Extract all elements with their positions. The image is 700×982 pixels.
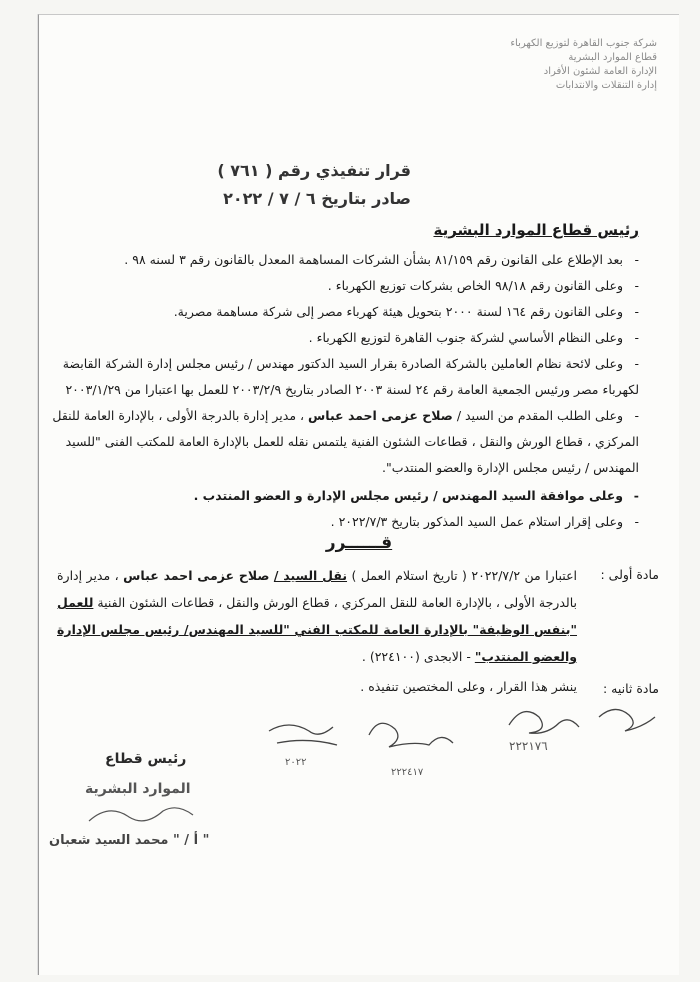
letterhead-sector: قطاع الموارد البشرية <box>568 52 657 63</box>
clause-5: -وعلى لائحة نظام العاملين بالشركة الصادرة بقرار السيد الدكتور مهندس / رئيس مجلس إدارة الشركة القابضة لكهرباء مصر ورئيس الجمعية العامة رقم ٢٤ لسنة ٢٠٠٣ الصادر بتاريخ ٢٠٠٣/٢/٩ للعمل بها اعتبارا من ٢٠٠٣/١/٢٩ <box>62 356 639 397</box>
clause-8: -وعلى إقرار استلام عمل السيد المذكور بتاريخ ٢٠٢٢/٧/٣ . <box>330 514 639 529</box>
signature-title-1: رئيس قطاع <box>105 751 187 767</box>
letterhead <box>427 37 657 93</box>
clause-2: -وعلى القانون رقم ٩٨/١٨ الخاص بشركات توزيع الكهرباء . <box>327 278 639 293</box>
clause-4: -وعلى النظام الأساسي لشركة جنوب القاهرة لتوزيع الكهرباء . <box>308 330 639 345</box>
signature-scribble <box>79 801 219 831</box>
article-1-label: مادة أولى : <box>600 567 659 582</box>
article-1-text: اعتبارا من ٢٠٢٢/٧/٢ ( تاريخ استلام العمل ) نقل السيد / صلاح عزمى احمد عباس ، مدير إدارة بالدرجة الأولى ، بالإدارة العامة للنقل المركزي ، قطاع الورش والنقل ، قطاعات الشئون الفنية للعمل "بنفس الوظيفة" بالإدارة العامة للمكتب الفني "للسيد المهندس/ رئيس مجلس الإدارة والعضو المنتدب" - الابجدى (٢٢٤١٠٠) . <box>57 568 578 664</box>
handwritten-code-2: ٢٢٢١٧٦ <box>509 739 548 753</box>
clause-1: -بعد الإطلاع على القانون رقم ٨١/١٥٩ بشأن الشركات المساهمة المعدل بالقانون رقم ٣ لسنه ٩٨ . <box>124 252 639 267</box>
signature-title-2: الموارد البشرية <box>85 781 191 797</box>
clause-3: -وعلى القانون رقم ١٦٤ لسنة ٢٠٠٠ بتحويل هيئة كهرباء مصر إلى شركة مساهمة مصرية. <box>173 304 639 319</box>
employee-name: صلاح عزمى احمد عباس <box>308 408 453 423</box>
letterhead-unit: إدارة التنقلات والانتدابات <box>555 80 657 91</box>
decision-number: قرار تنفيذي رقم ( ٧٦١ ) <box>217 161 411 180</box>
decision-date: صادر بتاريخ ٦ / ٧ / ٢٠٢٢ <box>223 189 411 208</box>
letterhead-department: الإدارة العامة لشئون الأفراد <box>543 66 657 77</box>
handwritten-code-3: ٢٢٢٤١٧ <box>391 767 424 778</box>
letterhead-company: شركة جنوب القاهرة لتوزيع الكهرباء <box>510 38 657 49</box>
issuer-title: رئيس قطاع الموارد البشرية <box>433 221 639 239</box>
article-2-text: ينشر هذا القرار ، وعلى المختصين تنفيذه . <box>360 679 577 694</box>
clause-7: -وعلى موافقة السيد المهندس / رئيس مجلس الإدارة و العضو المنتدب . <box>193 488 639 503</box>
document-page <box>38 14 679 975</box>
handwritten-code-1: ٢٠٢٢ <box>285 757 307 768</box>
article-2-label: مادة ثانيه : <box>602 681 659 696</box>
clause-6: -وعلى الطلب المقدم من السيد / صلاح عزمى احمد عباس ، مدير إدارة بالدرجة الأولى ، بالإدارة العامة للنقل المركزي ، قطاع الورش والنقل ، قطاعات الشئون الفنية يلتمس نقله للعمل بالإدارة العامة للمكتب الفنى "للسيد المهندس / رئيس مجلس الإدارة والعضو المنتدب". <box>52 408 639 475</box>
signature-name: أ / " محمد السيد شعبان " <box>49 833 210 848</box>
resolution-heading: قــــــرر <box>325 533 393 553</box>
